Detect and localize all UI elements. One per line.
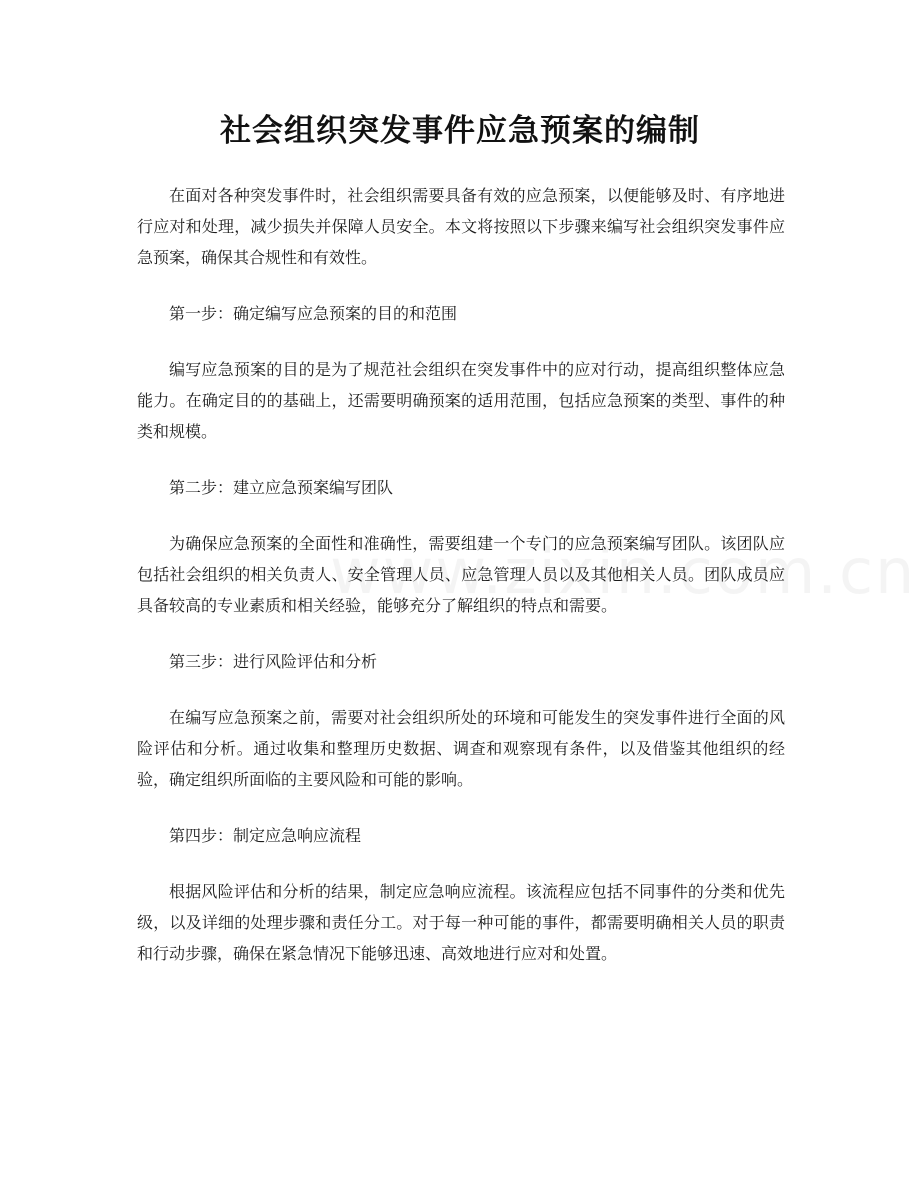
intro-paragraph: 在面对各种突发事件时，社会组织需要具备有效的应急预案，以便能够及时、有序地进行应对和处理，减少损失并保障人员安全。本文将按照以下步骤来编写社会组织突发事件应急预案，确保其合规性和有效性。 bbox=[137, 186, 785, 267]
step-1-heading: 第一步：确定编写应急预案的目的和范围 bbox=[169, 304, 458, 323]
document-body bbox=[137, 180, 785, 994]
step-2-heading: 第二步：建立应急预案编写团队 bbox=[169, 478, 394, 497]
step-1-paragraph: 编写应急预案的目的是为了规范社会组织在突发事件中的应对行动，提高组织整体应急能力。在确定目的的基础上，还需要明确预案的适用范围，包括应急预案的类型、事件的种类和规模。 bbox=[137, 360, 785, 441]
document-title: 社会组织突发事件应急预案的编制 bbox=[220, 113, 700, 149]
step-3-paragraph: 在编写应急预案之前，需要对社会组织所处的环境和可能发生的突发事件进行全面的风险评估和分析。通过收集和整理历史数据、调查和观察现有条件，以及借鉴其他组织的经验，确定组织所面临的主要风险和可能的影响。 bbox=[137, 708, 785, 789]
step-4-paragraph: 根据风险评估和分析的结果，制定应急响应流程。该流程应包括不同事件的分类和优先级，以及详细的处理步骤和责任分工。对于每一种可能的事件，都需要明确相关人员的职责和行动步骤，确保在紧急情况下能够迅速、高效地进行应对和处置。 bbox=[137, 882, 785, 963]
step-4-heading: 第四步：制定应急响应流程 bbox=[169, 826, 362, 845]
step-3-heading: 第三步：进行风险评估和分析 bbox=[169, 652, 378, 671]
step-2-paragraph: 为确保应急预案的全面性和准确性，需要组建一个专门的应急预案编写团队。该团队应包括社会组织的相关负责人、安全管理人员、应急管理人员以及其他相关人员。团队成员应具备较高的专业素质和相关经验，能够充分了解组织的特点和需要。 bbox=[137, 534, 785, 615]
